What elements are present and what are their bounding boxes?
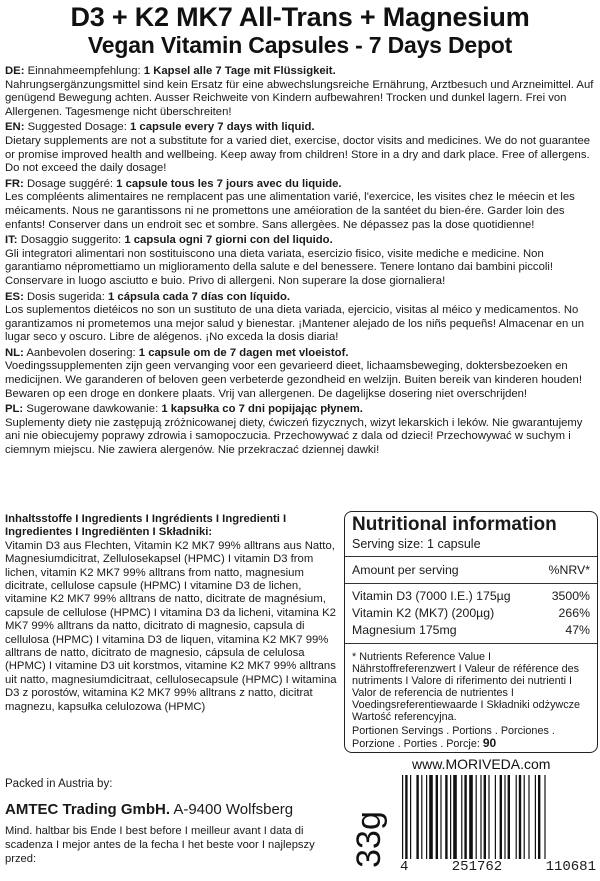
nutrition-row bbox=[345, 588, 597, 605]
lang-section-en bbox=[5, 121, 595, 175]
product-subtitle: Vegan Vitamin Capsules - 7 Days Depot bbox=[87, 32, 513, 58]
lang-section-fr bbox=[5, 178, 595, 232]
dosage-text: 1 capsula ogni 7 giorni con del liquido. bbox=[124, 234, 333, 247]
ingredients-block bbox=[5, 513, 340, 714]
barcode-icon bbox=[398, 775, 596, 859]
nutrition-row bbox=[345, 622, 597, 639]
amount-label: Amount per serving bbox=[352, 563, 459, 577]
lang-code: FR: bbox=[5, 177, 24, 190]
lang-section-pl bbox=[5, 403, 595, 457]
dosage-label: Dosaggio suggerito: bbox=[20, 234, 122, 247]
divider bbox=[345, 643, 597, 644]
dosage-text: 1 capsule om de 7 dagen met vloeistof. bbox=[138, 346, 349, 359]
nutrient-nrv: 47% bbox=[565, 623, 590, 637]
best-before-text: Mind. haltbar bis Ende I best before I meilleur avant I data di scadenza I mejor antes de la fecha I het beste voor I najlepszy przed: bbox=[5, 825, 315, 865]
dosage-text: 1 capsule every 7 days with liquid. bbox=[129, 121, 315, 134]
barcode-digit-group: 110681 bbox=[545, 859, 596, 875]
dosage-text: 1 kapsułka co 7 dni popijając płynem. bbox=[161, 403, 363, 416]
lang-body-text: Gli integratori alimentari non sostituiscono una dieta variata, esercizio fisico, visite mediche e medicine. Non garantiamo népromettiamo un miglioramento della salute e del benessere. Tenere lontano dai bambini piccoli! Conservare in luogo asciutto e buio. Privo di allergeni. Non superare la dose giornaliera! bbox=[5, 247, 554, 287]
net-weight bbox=[349, 803, 389, 875]
divider bbox=[345, 556, 597, 557]
portions-label-2: Porzione . Porties . Porcje: bbox=[352, 738, 480, 751]
portions-line bbox=[345, 724, 597, 751]
serving-size: Serving size: 1 capsule bbox=[352, 537, 481, 551]
dosage-label: Dosis sugerida: bbox=[26, 290, 105, 303]
lang-body-text: Dietary supplements are not a substitute for a varied diet, exercise, doctor visits and medicines. We do not guarantee or promise improved health and wellbeing. Keep away from children! Store in a dry and dark place. Free of allergens. Do not exceed the daily dosage! bbox=[5, 134, 591, 175]
lang-body-text: Les compléents alimentaires ne remplacent pas une alimentation varié, l'exercice, les visites chez le méecin et les méicaments. Nous ne garantissons ni ne promettons une améioration de la santéet du bien-ére. Garder loin des enfants! Conserver dans un endroit sec et sombre. Sans allergèes. Ne dépassez pas la dose quotidienne! bbox=[5, 191, 575, 231]
nutrient-name: Magnesium 175mg bbox=[352, 623, 457, 637]
dosage-label: Aanbevolen dosering: bbox=[26, 346, 136, 359]
nrv-footnote: * Nutrients Reference Value I Nährstoffreferenzwert I Valeur de référence des nutriments I Valore di riferimento dei nutrienti I Valor de referencia de nutrientes I Voedingsreferentiewaarde I Składniki odżywcze Wartość referencyjna. bbox=[352, 651, 581, 724]
nutrient-nrv: 3500% bbox=[551, 589, 590, 603]
company-info bbox=[5, 801, 293, 818]
nutrition-title: Nutritional information bbox=[352, 514, 557, 535]
lang-code: IT: bbox=[5, 234, 18, 247]
lang-code: DE: bbox=[5, 65, 25, 77]
portions-label-1: Portionen Servings . Portions . Porciones . bbox=[352, 724, 555, 737]
net-weight-text: 33g bbox=[349, 810, 388, 868]
nrv-label: %NRV* bbox=[548, 563, 590, 577]
lang-section-es bbox=[5, 291, 595, 345]
lang-body-text: Voedingssupplementen zijn geen vervanging voor een gevarieerd dieet, lichaamsbeweging, doktersbezoeken en medicijnen. We garanderen of beloven geen verbeterde gezondheid en welzijn. Buiten bereik van kinderen houden! Bewaren op een droge en donkere plaats. Vrij van allergenen. De dagelijkse dosering niet overschrijden! bbox=[5, 360, 582, 400]
barcode-digits bbox=[400, 859, 596, 875]
company-name: AMTEC Trading GmbH. bbox=[5, 801, 170, 818]
dosage-label: Dosage suggéré: bbox=[26, 177, 114, 190]
nutrient-nrv: 266% bbox=[558, 606, 590, 620]
dosage-text: 1 capsule tous les 7 jours avec du liquide. bbox=[116, 177, 342, 190]
lang-section-it bbox=[5, 234, 595, 288]
dosage-label: Suggested Dosage: bbox=[27, 121, 127, 134]
lang-code: PL: bbox=[5, 403, 24, 416]
lang-body-text: Los suplementos dietéicos no son un sustituto de una dieta variada, ejercicio, visitas al méico y medicamentos. No garantizamos ni prometemos una mejor salud y bienestar. ¡Mantener alejado de los niñs pequeñs! Almacenar en un lugar seco y oscuro. Libre de alégenos. ¡No exceda la dosis diaria! bbox=[5, 304, 584, 344]
packed-in-label: Packed in Austria by: bbox=[5, 778, 113, 790]
nutrition-box bbox=[344, 511, 598, 753]
dosage-text: 1 cápsula cada 7 días con líquido. bbox=[107, 290, 291, 303]
dosage-label: Sugerowane dawkowanie: bbox=[26, 403, 159, 416]
ingredients-text: Vitamin D3 aus Flechten, Vitamin K2 MK7 99% alltrans aus Natto, Magnesiumdicitrat, Zellulosekapsel (HPMC) I vitamin D3 from lichen, vitamin K2 MK7 99% alltrans from natto, magnesium dicitrate, cellulose capsule (HPMC) I vitamine D3 de lichen, vitamine K2 MK7 99% alltrans de natto, dicitrate de magnésium, capsule de cellulose (HPMC) I vitamina D3 da licheni, vitamina K2 MK7 99% alltrans da natto, dicitrato di magnesio, capsula di cellulosa (HPMC) I vitamina D3 de liquen, vitamina K2 MK7 99% alltrans de natto, dicitrato de magnesio, cápsula de celulosa (HPMC) I vitamine D3 uit korstmos, vitamine K2 MK7 99% alltrans uit natto, magnesiumdicitraat, cellulosecapsule (HPMC) I witamina D3 z porostów, witamina K2 MK7 99% alltrans z natto, dicitrat magnezu, kapsułka celulozowa (HPMC) bbox=[5, 539, 337, 713]
nutrition-row bbox=[345, 605, 597, 622]
lang-body-text: Suplementy diety nie zastępują zróżnicowanej diety, ćwiczeń fizycznych, wizyt lekarskich i leków. Nie gwarantujemy ani nie obiecujemy poprawy zdrowia i samopoczucia. Przechowywać z dala od dzieci! Przechowywać w suchym i ciemnym miejscu. Nie zawiera alergenów. Nie przekraczać dziennej dawki! bbox=[5, 416, 583, 457]
lang-body-text: Nahrungsergänzungsmittel sind kein Ersatz für eine abwechslungsreiche Ernährung, Arztbesuch und Arzneimittel. Auf genügend Bewegung achten. Ausser Reichweite von Kindern aufbewahren! Trocken und dunkel lagern. Frei von Allergenen. Tagesmenge nicht überschreiten! bbox=[5, 78, 594, 118]
website-url[interactable]: www.MORIVEDA.com bbox=[412, 756, 551, 772]
nutrient-name: Vitamin D3 (7000 I.E.) 175µg bbox=[352, 589, 511, 603]
company-address: A-9400 Wolfsberg bbox=[173, 801, 294, 818]
lang-code: NL: bbox=[5, 346, 24, 359]
divider bbox=[345, 583, 597, 584]
ingredients-title: Inhaltsstoffe I Ingredients I Ingrédients I Ingredienti I Ingredientes I Ingrediënten I Składniki: bbox=[5, 513, 287, 539]
dosage-text: 1 Kapsel alle 7 Tage mit Flüssigkeit. bbox=[143, 65, 336, 77]
barcode-digit-group: 4 bbox=[400, 859, 409, 875]
lang-section-de bbox=[5, 65, 595, 119]
nutrient-name: Vitamin K2 (MK7) (200µg) bbox=[352, 606, 495, 620]
dosage-label: Einnahmeempfehlung: bbox=[27, 65, 141, 77]
lang-section-nl bbox=[5, 347, 595, 401]
bottom-section bbox=[0, 503, 600, 881]
barcode-digit-group: 251762 bbox=[451, 859, 503, 875]
portions-value: 90 bbox=[482, 736, 497, 751]
product-title: D3 + K2 MK7 All-Trans + Magnesium bbox=[70, 2, 530, 32]
lang-code: EN: bbox=[5, 121, 25, 134]
nutrition-header-row bbox=[345, 561, 597, 579]
lang-code: ES: bbox=[5, 290, 24, 303]
language-sections bbox=[0, 59, 600, 458]
